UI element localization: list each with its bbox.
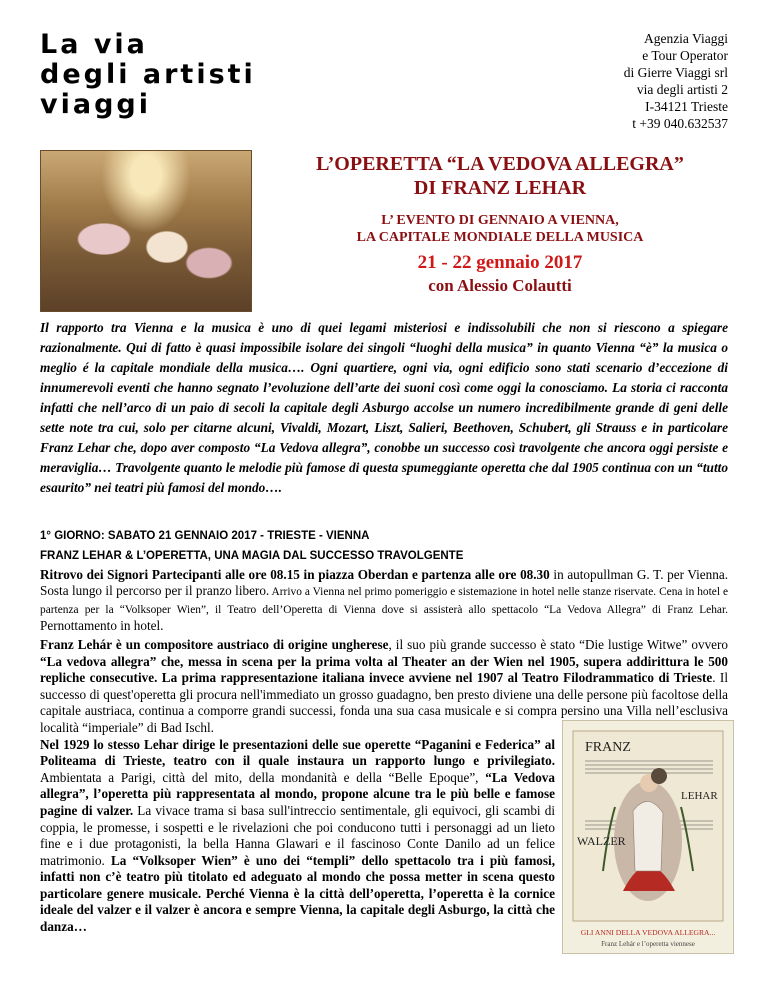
text-bold: La “Volksoper Wien” è uno dei “templi” dello spettacolo tra i più famosi, infatti non c’è teatro più titolato ed adeguato al mondo che possa metter in scena questo particolare genere musicale. Perché Vienna è la città dell’operetta, l’operetta è la cornice ideale del valzer e il valzer è ancora e sempre Vienna, la capitale degli Asburgo, la città che danza… [40, 852, 555, 935]
poster-illustration [563, 721, 733, 953]
text-bold: Franz Lehár è un compositore austriaco di origine ungherese [40, 636, 389, 652]
text-span: , il suo più grande successo è stato “Die lustige Witwe” ovvero [388, 636, 729, 652]
logo-line-2: degli artisti [40, 59, 256, 90]
text-span: Pernottamento in hotel. [40, 618, 164, 634]
text-span: La vivace trama si basa sull'intreccio sentimentale, gli equivoci, gli scambi di coppia, le promesse, i sospetti e le rivelazioni che poi conducono tutti i personaggi ad un lieto fine e i due protagonisti, la bella Hanna Glawari e il fascinoso Conte Danilo ad un felice matrimonio. [40, 802, 555, 868]
address-line: e Tour Operator [642, 48, 728, 63]
text-span: in autopullman G. T. per Vienna. Sosta lungo il percorso per il pranzo libero. [40, 566, 729, 599]
subtitle-line-1: L’ EVENTO DI GENNAIO A VIENNA, [381, 213, 619, 228]
ballroom-painting [40, 150, 252, 312]
logo-line-1: La via [40, 29, 148, 60]
address-line: I-34121 Trieste [645, 99, 728, 114]
day-heading-line-1: 1° GIORNO: SABATO 21 GENNAIO 2017 - TRIESTE - VIENNA [40, 530, 370, 542]
lehar-poster [562, 720, 734, 954]
title-line-2: DI FRANZ LEHAR [413, 177, 587, 199]
day-heading-line-2: FRANZ LEHAR & L’OPERETTA, UNA MAGIA DAL SUCCESSO TRAVOLGENTE [40, 550, 464, 562]
poster-word-1: FRANZ [585, 740, 631, 755]
guide-name: con Alessio Colautti [428, 276, 572, 295]
intro-paragraph: Il rapporto tra Vienna e la musica è uno di quei legami misteriosi e indissolubili che non si riescono a spiegare razionalmente. Qui di fatto è quasi impossibile isolare dei singoli “luoghi della musica” in quanto Vienna “è” la musica o meglio é la capitale mondiale della musica…. Ogni quartiere, ogni via, ogni edificio sono stati scenario d’eccezione di innumerevoli eventi che hanno segnato l’evoluzione dell’arte dei suoni così come oggi la conosciamo. La storia ci racconta infatti che nell’arco di un paio di secoli la capitale degli Asburgo accolse un numero incredibilmente grande di geni delle sette note tra cui, solo per citarne alcuni, Vivaldi, Mozart, Liszt, Salieri, Beethoven, Schubert, gli Strauss e in particolare Franz Lehar che, dopo aver composto “La Vedova allegra”, conobbe un successo così travolgente che ancora oggi persiste e meraviglia… Travolgente quanto le melodie più famose di questa spumeggiante operetta che dal 1905 continua con un “tutto esaurito” nei teatri più famosi del mondo…. [40, 320, 728, 495]
text-span: Arrivo a Vienna nel primo pomeriggio e sistemazione in hotel nelle stanze riservate. Cena in hotel e partenza per la “Volksoper Wien”, il Teatro dell’Operetta di Vienna dove si assisterà allo spettacolo “La Vedova Allegra” di Franz Lehar. [40, 586, 728, 616]
poster-caption-1: GLI ANNI DELLA VEDOVA ALLEGRA... [580, 928, 716, 937]
text-span: . Il successo di quest'operetta gli procura nell'immediato un grosso guadagno, ben presto diviene una delle persone più facoltose della capitale austriaca, continua a comporre grandi successi, fonda una sua casa musicale e si compra persino una Villa nell’esclusiva località “imperiale” di Bad Ischl. [40, 670, 728, 735]
poster-word-2: LEHAR [681, 790, 718, 802]
poster-word-3: WALZER [577, 834, 626, 848]
day-heading [40, 530, 728, 542]
subtitle-line-2: LA CAPITALE MONDIALE DELLA MUSICA [356, 230, 644, 245]
agency-logo [40, 30, 260, 130]
address-line: di Gierre Viaggi srl [623, 65, 728, 80]
event-dates: 21 - 22 gennaio 2017 [417, 252, 583, 273]
text-span: Ambientata a Parigi, città del mito, della mondanità e della “Belle Epoque”, [40, 769, 486, 785]
text-bold: Nel 1929 lo stesso Lehar dirige le presentazioni delle sue operette “Paganini e Federica” al Politeama di Trieste, teatro con il quale instaura un rapporto lungo e privilegiato. [40, 736, 555, 769]
address-line: via degli artisti 2 [636, 82, 728, 97]
text-bold: “La vedova allegra” che, messa in scena per la prima volta al Theater an der Wien nel 1905, supera addirittura le 500 repliche consecutive. La prima rappresentazione italiana invece avviene nel 1907 al Teatro Filodrammatico di Trieste [40, 653, 728, 686]
agency-address [624, 30, 728, 132]
poster-caption-2: Franz Lehár e l’operetta viennese [601, 940, 695, 948]
text-bold: “La Vedova allegra”, l’operetta più rappresentata al mondo, propone alcune tra le più belle e famose pagine di valzer. [40, 769, 555, 818]
logo-line-3: viaggi [40, 89, 151, 120]
day-paragraph-1 [40, 567, 728, 635]
address-line: t +39 040.632537 [632, 116, 728, 131]
meeting-time: Ritrovo dei Signori Partecipanti alle ore 08.15 in piazza Oberdan e partenza alle ore 08.30 [40, 566, 550, 582]
title-line-1: L’OPERETTA “LA VEDOVA ALLEGRA” [316, 153, 684, 175]
subtitle [270, 212, 730, 246]
page-title [270, 152, 730, 200]
address-line: Agenzia Viaggi [643, 31, 728, 46]
day-paragraph-3 [40, 737, 555, 936]
